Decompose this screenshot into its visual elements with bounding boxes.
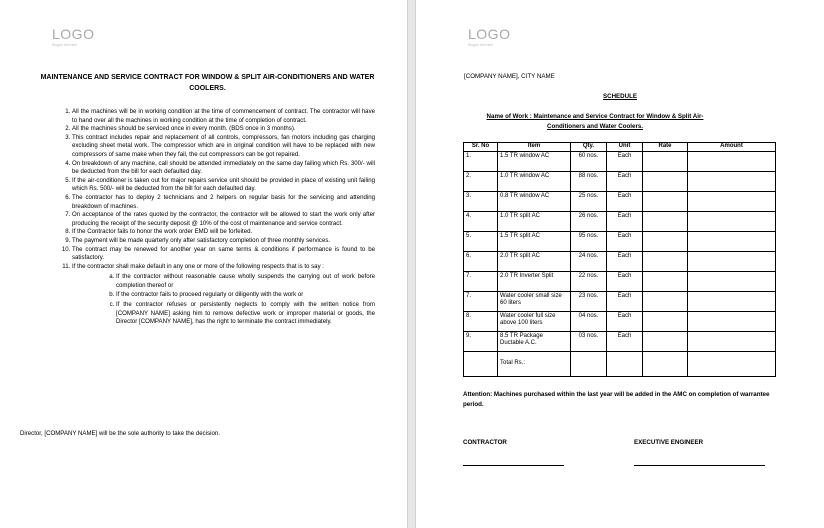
unit-cell: Each [607,331,643,351]
unit-cell: Each [607,171,643,191]
document-page-2 [416,0,824,528]
unit-cell: Each [607,191,643,211]
unit-cell: Each [607,271,643,291]
schedule-table [463,142,776,377]
company-city-line: [COMPANY NAME], CITY NAME [464,73,555,80]
logo-slogan: Slogan text here [468,43,494,47]
term-item: 3. This contract includes repair and replacement of all controls, compressors, fan motors including gas charging excluding sheet metal work. The compressor which are in original condition will have to be replaced with new compressors of same make when they fail, the cut compressors can be got repaired. [72,134,375,160]
header-sr-no: Sr. No [464,143,498,152]
sr-no-cell: 7. [464,291,498,311]
contract-terms-list [58,108,375,328]
table-row [464,191,776,211]
unit-cell: Each [607,231,643,251]
table-row [464,271,776,291]
qty-cell: 24 nos. [571,251,607,271]
term-item: 1. All the machines will be in working condition at the time of commencement of contract. The contractor will have to hand over all the machines in working condition at the time of completion of contract. [72,108,375,125]
item-cell: Water cooler full size above 100 liters [498,311,571,331]
rate-cell [643,351,688,376]
amount-cell [688,191,776,211]
qty-cell: 25 nos. [571,191,607,211]
amount-cell [688,171,776,191]
term-item: 8. If the Contractor fails to honor the work order EMD will be forfeited. [72,228,375,237]
header-unit: Unit [607,143,643,152]
total-label-cell: Total Rs.: [498,351,571,376]
logo-text: LOGO [468,26,511,42]
term-item: 2. All the machines should be serviced once in every month. (BDS once in 3 months). [72,125,375,134]
rate-cell [643,151,688,171]
name-of-work-line-1: Name of Work : Maintenance and Service Contract for Window & Split Air- [486,113,704,120]
sr-no-cell: 7. [464,271,498,291]
total-row [464,351,776,376]
amount-cell [688,231,776,251]
document-page-1 [0,0,407,528]
term-item-text: If the contractor shall make default in any one or more of the following respects that is to say : [72,262,325,270]
item-cell: 2.0 TR Inverter Split [498,271,571,291]
table-row [464,171,776,191]
unit-cell: Each [607,291,643,311]
table-row [464,311,776,331]
sr-no-cell: 1. [464,151,498,171]
unit-cell: Each [607,311,643,331]
contract-title: MAINTENANCE AND SERVICE CONTRACT FOR WINDOW & SPLIT AIR-CONDITIONERS AND WATER COOLERS. [40,74,375,92]
rate-cell [643,271,688,291]
amount-cell [688,151,776,171]
sr-no-cell: 6. [464,251,498,271]
amount-cell [688,351,776,376]
item-cell: 1.5 TR split AC [498,231,571,251]
amount-cell [688,271,776,291]
amount-cell [688,251,776,271]
header-item: Item [498,143,571,152]
rate-cell [643,171,688,191]
amount-cell [688,211,776,231]
logo [52,27,94,47]
item-cell: 1.0 TR window AC [498,171,571,191]
sub-term-item: a. If the contractor without reasonable cause wholly suspends the carrying out of work before completion thereof or [116,273,375,290]
schedule-heading: SCHEDULE [602,93,638,100]
item-cell: 1.0 TR split AC [498,211,571,231]
qty-cell: 88 nos. [571,171,607,191]
unit-cell [607,351,643,376]
sub-term-item: b. If the contractor fails to proceed regularly or diligently with the work or [116,291,375,300]
contractor-label: CONTRACTOR [463,439,507,446]
unit-cell: Each [607,151,643,171]
term-item: 5. If the air-conditioner is taken out for major repairs service unit should be provided in place of existing unit failing which Rs. 500/- will be deducted from the bill for each defaulted day. [72,177,375,194]
logo [468,27,510,47]
rate-cell [643,311,688,331]
term-item: 10. The contract may be renewed for another year on same terms & conditions if performance is found to be satisfactory. [72,246,375,263]
name-of-work-line-2: Conditioners and Water Coolers. [546,122,644,130]
unit-cell: Each [607,251,643,271]
qty-cell [571,351,607,376]
authority-note: Director, [COMPANY NAME] will be the sole authority to take the decision. [20,430,220,437]
item-cell: 1.5 TR window AC [498,151,571,171]
header-qty: Qty. [571,143,607,152]
term-item: 6. The contractor has to deploy 2 technicians and 2 helpers on regular basis for the servicing and attending breakdown of machines. [72,194,375,211]
sr-no-cell: 9. [464,331,498,351]
table-row [464,211,776,231]
table-row [464,151,776,171]
table-row [464,231,776,251]
engineer-signature-line [634,465,765,466]
table-row [464,291,776,311]
attention-note: Attention: Machines purchased within the last year will be added in the AMC on completion of warrantee period. [463,391,770,408]
sr-no-cell [464,351,498,376]
contractor-signature-line [463,465,564,466]
table-row [464,331,776,351]
qty-cell: 95 nos. [571,231,607,251]
rate-cell [643,331,688,351]
table-header-row [464,143,776,152]
logo-slogan: Slogan text here [52,43,78,47]
sr-no-cell: 2. [464,171,498,191]
rate-cell [643,191,688,211]
sub-term-item: c. If the contractor refuses or persistently neglects to comply with the written notice from [COMPANY NAME] asking him to remove defective work or improper material or goods, the Director [COMPANY NAME], has the right to terminate the contract immediately. [116,301,375,327]
sr-no-cell: 5. [464,231,498,251]
logo-text: LOGO [52,26,95,42]
header-amount: Amount [688,143,776,152]
sr-no-cell: 8. [464,311,498,331]
item-cell: 2.0 TR split AC [498,251,571,271]
item-cell: 8.5 TR Package Ductable A.C. [498,331,571,351]
rate-cell [643,211,688,231]
header-rate: Rate [643,143,688,152]
term-item [72,263,375,327]
unit-cell: Each [607,211,643,231]
qty-cell: 23 nos. [571,291,607,311]
name-of-work [464,112,726,131]
table-row [464,251,776,271]
term-item: 7. On acceptance of the rates quoted by the contractor, the contractor will be allowed to start the work only after producing the receipt of the security deposit @ 10% of the cost of maintenance and service contract. [72,211,375,228]
sr-no-cell: 4. [464,211,498,231]
item-cell: 0.8 TR window AC [498,191,571,211]
rate-cell [643,291,688,311]
item-cell: Water cooler small size 60 liters [498,291,571,311]
qty-cell: 26 nos. [571,211,607,231]
executive-engineer-label: EXECUTIVE ENGINEER [634,439,704,446]
rate-cell [643,251,688,271]
amount-cell [688,311,776,331]
qty-cell: 60 nos. [571,151,607,171]
rate-cell [643,231,688,251]
qty-cell: 03 nos. [571,331,607,351]
term-item: 9. The payment will be made quarterly only after satisfactory completion of three monthly services. [72,237,375,246]
default-conditions-list [72,273,375,327]
amount-cell [688,291,776,311]
sr-no-cell: 3. [464,191,498,211]
amount-cell [688,331,776,351]
term-item: 4. On breakdown of any machine, call should be attended immediately on the same day failing which Rs. 300/- will be deducted from the bill for each defaulted day. [72,160,375,177]
qty-cell: 04 nos. [571,311,607,331]
qty-cell: 22 nos. [571,271,607,291]
